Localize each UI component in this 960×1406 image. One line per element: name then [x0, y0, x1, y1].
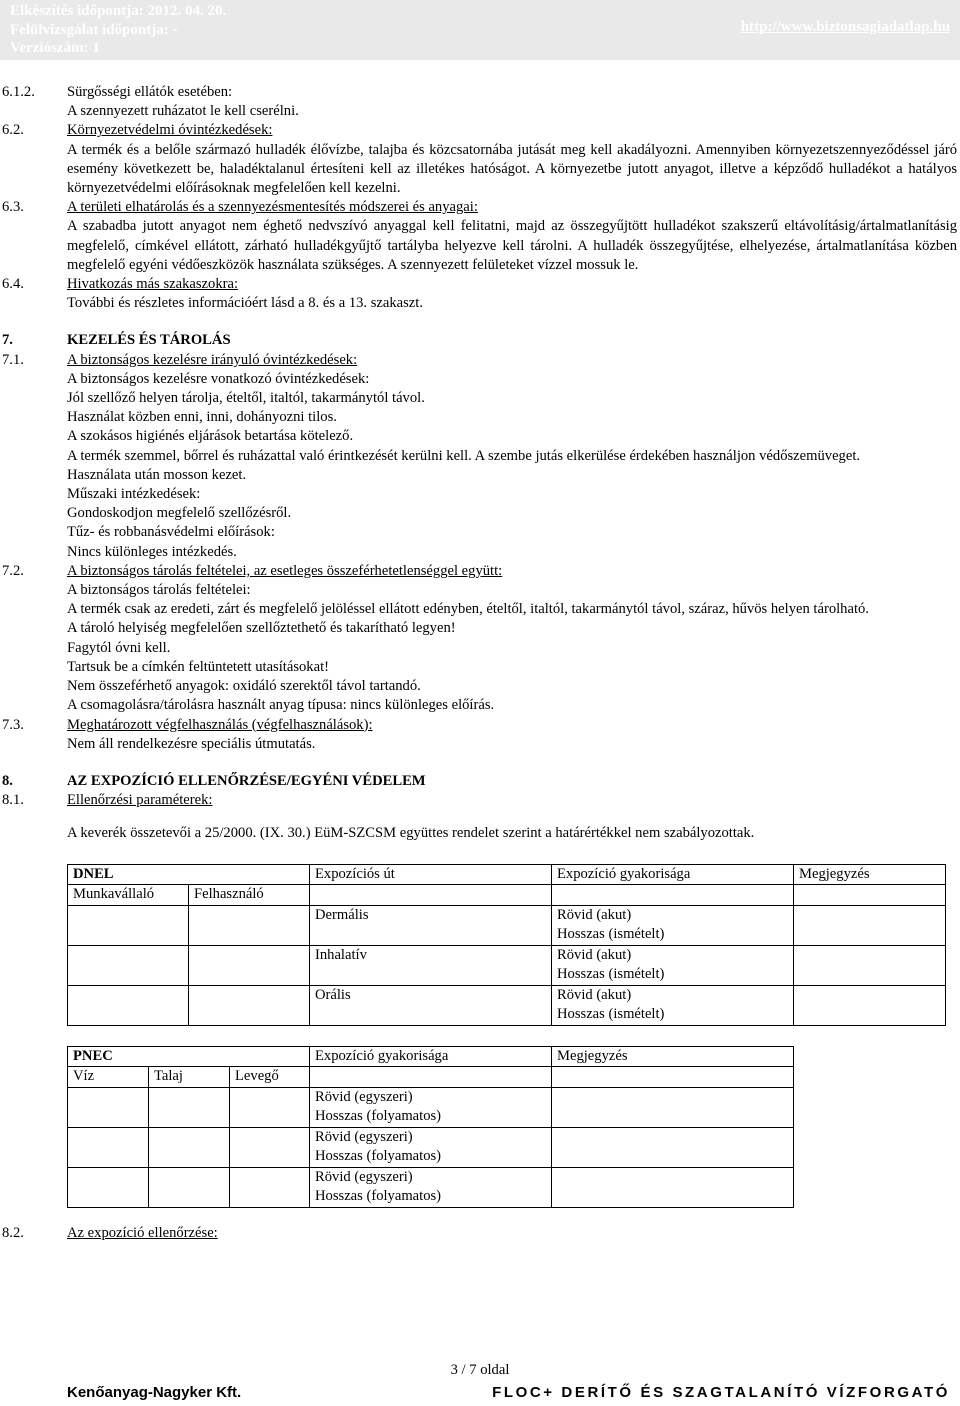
- table-cell: [552, 1167, 794, 1207]
- column-header: Expozíciós út: [310, 864, 552, 885]
- section-text: A szennyezett ruházatot le kell cserélni.: [67, 103, 299, 120]
- section-line: A biztonságos kezelésre vonatkozó óvintézkedések:: [67, 370, 370, 387]
- column-header: Víz: [68, 1067, 149, 1088]
- column-header: Munkavállaló: [68, 885, 189, 906]
- column-header: Expozíció gyakorisága: [552, 864, 794, 885]
- table-row: [68, 905, 946, 945]
- section-title: Sürgősségi ellátók esetében:: [67, 84, 233, 100]
- section-title: Hivatkozás más szakaszokra:: [67, 276, 239, 293]
- table-cell: [310, 1167, 552, 1207]
- section-text: A termék és a belőle származó hulladék élővízbe, talajba és közcsatornába jutását meg kell akadályozni. Amennyiben környezetszennyeződéssel járó esemény következett be, haladéktalanul értesíteni kell az illetékes hatóságot. A környezetbe jutott anyagot, illetve a képződő hulladékot a hatályos környezetvédelmi előírásoknak megfelelően kell kezelni.: [67, 141, 957, 197]
- section-line: Nem összeférhető anyagok: oxidáló szerektől távol tartandó.: [67, 678, 421, 695]
- frequency-short: Rövid (akut): [557, 946, 632, 963]
- column-header: Felhasználó: [189, 885, 310, 906]
- section-title: Ellenőrzési paraméterek:: [67, 792, 213, 809]
- frequency-long: Hosszas (folyamatos): [315, 1148, 442, 1165]
- table-cell: [68, 1087, 149, 1127]
- dnel-title: DNEL: [68, 864, 310, 885]
- section-line: Tűz- és robbanásvédelmi előírások:: [67, 524, 275, 541]
- frequency-long: Hosszas (ismételt): [557, 966, 665, 983]
- table-cell: [552, 1087, 794, 1127]
- document-footer: [0, 1360, 960, 1406]
- table-row: [68, 1087, 794, 1127]
- section-line: Jól szellőző helyen tárolja, ételtől, italtól, takarmánytól távol.: [67, 390, 425, 407]
- section-line: Gondoskodjon megfelelő szellőzésről.: [67, 505, 292, 522]
- section-title: A területi elhatárolás és a szennyezésmentesítés módszerei és anyagai:: [67, 199, 478, 216]
- version-number: Verziószám: 1: [10, 40, 100, 56]
- table-cell: [552, 885, 794, 906]
- section-number: 7.: [2, 332, 13, 349]
- section-line: Nincs különleges intézkedés.: [67, 543, 237, 560]
- table-row: [68, 1127, 794, 1167]
- section-heading: AZ EXPOZÍCIÓ ELLENŐRZÉSE/EGYÉNI VÉDELEM: [67, 772, 426, 789]
- company-name: Kenőanyag-Nagyker Kft.: [67, 1384, 242, 1401]
- section-6-2: [0, 121, 960, 198]
- section-line: Műszaki intézkedések:: [67, 486, 201, 503]
- section-8-1: [0, 791, 960, 843]
- table-cell: [310, 1067, 552, 1088]
- section-number: 6.1.2.: [2, 84, 35, 100]
- section-number: 8.2.: [2, 1224, 24, 1241]
- frequency-long: Hosszas (folyamatos): [315, 1108, 442, 1125]
- column-header: Talaj: [149, 1067, 230, 1088]
- table-cell: [794, 985, 946, 1025]
- revision-date: Felülvizsgálat időpontja: -: [10, 21, 178, 38]
- section-line: A tároló helyiség megfelelően szellőztethető és takarítható legyen!: [67, 620, 456, 637]
- section-line: A szokásos higiénés eljárások betartása kötelező.: [67, 428, 354, 445]
- table-row: [68, 864, 946, 885]
- frequency-long: Hosszas (folyamatos): [315, 1188, 442, 1205]
- column-header: Megjegyzés: [552, 1046, 794, 1067]
- section-number: 8.: [2, 772, 13, 789]
- table-cell: [68, 1167, 149, 1207]
- frequency-long: Hosszas (ismételt): [557, 926, 665, 943]
- section-number: 6.3.: [2, 199, 24, 216]
- frequency-short: Rövid (egyszeri): [315, 1128, 413, 1145]
- table-cell: [149, 1087, 230, 1127]
- section-title: Környezetvédelmi óvintézkedések:: [67, 122, 273, 139]
- section-number: 8.1.: [2, 792, 24, 809]
- section-7: [0, 331, 960, 350]
- table-cell: [552, 945, 794, 985]
- pnec-table: [67, 1046, 794, 1208]
- section-text: Nem áll rendelkezésre speciális útmutatás.: [67, 735, 316, 752]
- table-row: [68, 1067, 794, 1088]
- section-number: 6.4.: [2, 276, 24, 293]
- table-cell: [552, 1067, 794, 1088]
- table-cell: [794, 885, 946, 906]
- table-row: [68, 885, 946, 906]
- table-cell: [149, 1127, 230, 1167]
- table-cell: [310, 1127, 552, 1167]
- section-7-3: [0, 716, 960, 754]
- table-cell: [230, 1127, 310, 1167]
- table-cell: [230, 1167, 310, 1207]
- section-number: 7.1.: [2, 351, 24, 368]
- section-line: Használat közben enni, inni, dohányozni tilos.: [67, 409, 337, 426]
- table-cell: [552, 1127, 794, 1167]
- section-text: A keverék összetevői a 25/2000. (IX. 30.) EüM-SZCSM együttes rendelet szerint a határértékkel nem szabályozottak.: [67, 825, 755, 842]
- section-6-1-2: [0, 83, 960, 121]
- table-cell: Inhalatív: [310, 945, 552, 985]
- table-cell: [68, 905, 189, 945]
- frequency-short: Rövid (egyszeri): [315, 1088, 413, 1105]
- section-number: 6.2.: [2, 122, 24, 139]
- table-cell: [552, 985, 794, 1025]
- section-line: A termék csak az eredeti, zárt és megfelelő jelöléssel ellátott edényben, ételtől, italtól, takarmánytól távol, száraz, hűvös helyen tárolható.: [67, 601, 869, 618]
- table-row: [68, 985, 946, 1025]
- table-cell: [149, 1167, 230, 1207]
- pnec-title: PNEC: [68, 1046, 310, 1067]
- section-7-2: [0, 562, 960, 716]
- document-body: [0, 83, 960, 1243]
- section-title: A biztonságos tárolás feltételei, az esetleges összeférhetetlenséggel együtt:: [67, 562, 503, 579]
- section-8: [0, 772, 960, 791]
- section-title: Az expozíció ellenőrzése:: [67, 1224, 218, 1241]
- section-line: Tartsuk be a címkén feltüntetett utasításokat!: [67, 658, 329, 675]
- product-name: FLOC+ DERÍTŐ ÉS SZAGTALANÍTÓ VÍZFORGATÓ: [492, 1384, 950, 1401]
- table-row: [68, 1046, 794, 1067]
- section-8-2: [0, 1224, 960, 1243]
- section-title: A biztonságos kezelésre irányuló óvintézkedések:: [67, 351, 358, 368]
- table-cell: [310, 1087, 552, 1127]
- section-line: Használata után mosson kezet.: [67, 466, 247, 483]
- document-meta: [10, 2, 226, 58]
- section-7-1: [0, 351, 960, 562]
- table-row: [68, 945, 946, 985]
- section-line: Fagytól óvni kell.: [67, 639, 171, 656]
- table-cell: [794, 945, 946, 985]
- table-cell: [68, 945, 189, 985]
- table-cell: [189, 905, 310, 945]
- frequency-short: Rövid (egyszeri): [315, 1168, 413, 1185]
- table-cell: [794, 905, 946, 945]
- column-header: Megjegyzés: [794, 864, 946, 885]
- section-text: A szabadba jutott anyagot nem éghető nedvszívó anyaggal kell felitatni, majd az összegyűjtött hulladékot szakszerű eltávolításig/ártalmatlanításig megfelelő, címkével ellátott, zárható hulladékgyűjtő tartályba helyezve kell tárolni. A hulladék összegyűjtése, elhelyezése, ártalmatlanítása közben megfelelő egyéni védőeszközök használata szükséges. A szennyezett felületeket vízzel mossuk le.: [67, 218, 957, 273]
- column-header: Levegő: [230, 1067, 310, 1088]
- column-header: Expozíció gyakorisága: [310, 1046, 552, 1067]
- table-cell: [552, 905, 794, 945]
- section-line: A biztonságos tárolás feltételei:: [67, 582, 251, 599]
- dnel-table: [67, 864, 946, 1026]
- section-line: A csomagolásra/tárolásra használt anyag típusa: nincs különleges előírás.: [67, 697, 495, 714]
- table-cell: Orális: [310, 985, 552, 1025]
- section-text: További és részletes információért lásd a 8. és a 13. szakaszt.: [67, 295, 423, 312]
- frequency-short: Rövid (akut): [557, 986, 632, 1003]
- table-cell: [230, 1087, 310, 1127]
- section-6-3: [0, 198, 960, 275]
- table-cell: [68, 1127, 149, 1167]
- created-date: Elkészítés időpontja: 2012. 04. 20.: [10, 3, 227, 19]
- section-number: 7.2.: [2, 562, 24, 579]
- table-cell: Dermális: [310, 905, 552, 945]
- table-cell: [189, 945, 310, 985]
- section-6-4: [0, 275, 960, 313]
- document-header: [0, 0, 960, 60]
- header-link[interactable]: http://www.biztonsagiadatlap.hu: [740, 19, 950, 35]
- section-number: 7.3.: [2, 716, 24, 733]
- frequency-long: Hosszas (ismételt): [557, 1006, 665, 1023]
- table-cell: [310, 885, 552, 906]
- table-row: [68, 1167, 794, 1207]
- page-number: 3 / 7 oldal: [450, 1362, 510, 1378]
- section-line: A termék szemmel, bőrrel és ruházattal való érintkezését kerülni kell. A szembe jutás elkerülése érdekében használjon védőszemüveget.: [67, 447, 861, 464]
- table-cell: [68, 985, 189, 1025]
- section-title: Meghatározott végfelhasználás (végfelhasználások):: [67, 716, 373, 733]
- table-cell: [189, 985, 310, 1025]
- frequency-short: Rövid (akut): [557, 906, 632, 923]
- section-heading: KEZELÉS ÉS TÁROLÁS: [67, 332, 231, 349]
